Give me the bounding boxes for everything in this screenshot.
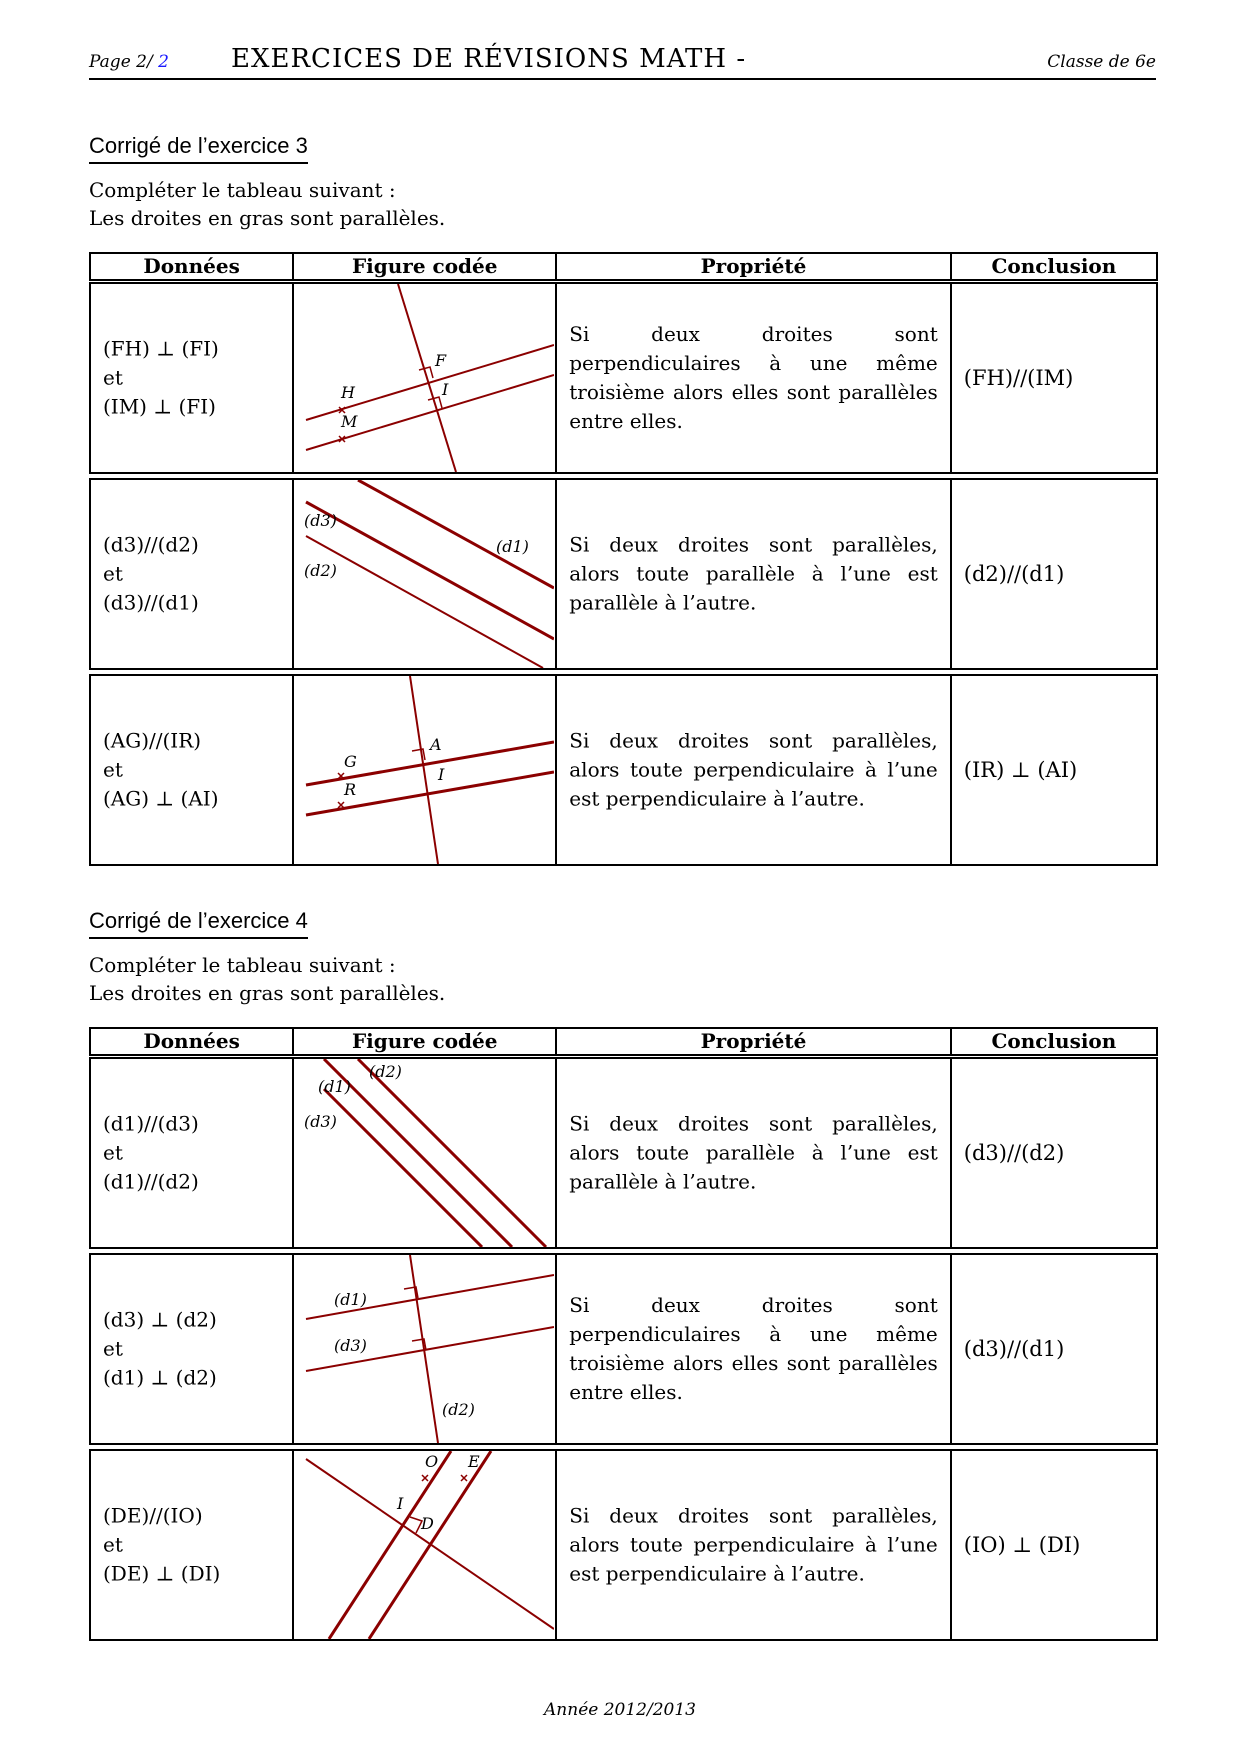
data-line: (d3) ⊥ (d2) — [103, 1307, 217, 1332]
data-line: et — [103, 365, 123, 390]
point-label: H — [341, 383, 356, 402]
table-row — [89, 282, 1158, 474]
data-line: et — [103, 561, 123, 586]
cell-propriete — [557, 480, 952, 668]
col-conclusion: Conclusion — [991, 1029, 1117, 1053]
conclusion-text: (IO) ⊥ (DI) — [963, 1533, 1081, 1557]
section-title-ex4: Corrigé de l’exercice 4 — [89, 908, 308, 939]
col-donnees: Données — [91, 1029, 294, 1054]
data-line: (IM) ⊥ (FI) — [103, 394, 216, 419]
cell-conclusion — [952, 284, 1156, 472]
cell-conclusion — [952, 480, 1156, 668]
table-ex3 — [89, 252, 1158, 866]
line-label: (d3) — [334, 1336, 368, 1355]
conclusion-text: (FH)//(IM) — [963, 366, 1074, 390]
section-title-ex3: Corrigé de l’exercice 3 — [89, 133, 308, 164]
line-d1 — [324, 1059, 512, 1247]
data-line: et — [103, 1336, 123, 1361]
table-ex4 — [89, 1027, 1158, 1641]
cell-conclusion — [952, 676, 1156, 864]
line-label: (d2) — [304, 561, 338, 580]
point-label: R — [344, 780, 357, 799]
data-line: (FH) ⊥ (FI) — [103, 336, 219, 361]
table-header — [89, 1027, 1158, 1056]
conclusion-text: (d3)//(d1) — [963, 1337, 1065, 1361]
figure-three-parallels — [294, 1059, 554, 1247]
cell-donnees — [91, 676, 294, 864]
point-mark — [422, 1475, 467, 1481]
table-header — [89, 252, 1158, 281]
data-line: (d3)//(d2) — [103, 532, 199, 557]
col-conclusion: Conclusion — [991, 254, 1117, 278]
cell-figure — [294, 284, 557, 472]
cell-donnees — [91, 1451, 294, 1639]
data-line: (d1) ⊥ (d2) — [103, 1365, 217, 1390]
figure-parallels-perpendicular — [294, 1451, 554, 1639]
cell-conclusion — [952, 1255, 1156, 1443]
table-row — [89, 1449, 1158, 1641]
intro-line: Les droites en gras sont parallèles. — [89, 981, 446, 1005]
cell-conclusion — [952, 1451, 1156, 1639]
page-footer: Année 2012/2013 — [544, 1700, 696, 1720]
cell-propriete — [557, 284, 952, 472]
page-link[interactable]: 2 — [158, 52, 169, 72]
col-figure: Figure codée — [294, 254, 557, 279]
line-de — [369, 1451, 491, 1639]
data-line: (DE) ⊥ (DI) — [103, 1561, 221, 1586]
cell-figure — [294, 1451, 557, 1639]
figure-perpendicular-parallel — [294, 676, 554, 864]
data-line: et — [103, 757, 123, 782]
col-figure: Figure codée — [294, 1029, 557, 1054]
conclusion-text: (IR) ⊥ (AI) — [963, 758, 1078, 782]
section-intro-ex4 — [89, 951, 445, 1007]
point-label: I — [442, 380, 449, 399]
cell-figure — [294, 676, 557, 864]
intro-line: Les droites en gras sont parallèles. — [89, 206, 446, 230]
line-d3 — [306, 502, 554, 639]
document-title: EXERCICES DE RÉVISIONS MATH - — [231, 44, 747, 74]
property-text: Si deux droites sont perpendiculaires à une même troisième alors elles sont parallèles entre elles. — [569, 322, 938, 433]
cell-figure — [294, 480, 557, 668]
line-label: (d3) — [304, 511, 338, 530]
data-line: (d3)//(d1) — [103, 590, 199, 615]
property-text: Si deux droites sont parallèles, alors toute parallèle à l’une est parallèle à l’autre. — [569, 532, 938, 615]
cell-donnees — [91, 1255, 294, 1443]
cell-donnees — [91, 284, 294, 472]
table-row — [89, 674, 1158, 866]
figure-perpendiculars — [294, 284, 554, 472]
class-label: Classe de 6e — [1047, 52, 1156, 72]
point-label: G — [344, 752, 358, 771]
line-label: (d2) — [442, 1400, 476, 1419]
cell-propriete — [557, 1255, 952, 1443]
intro-line: Compléter le tableau suivant : — [89, 953, 396, 977]
cell-conclusion — [952, 1059, 1156, 1247]
figure-parallels — [294, 480, 554, 668]
line-ai — [410, 676, 438, 864]
cell-figure — [294, 1255, 557, 1443]
data-line: (DE)//(IO) — [103, 1503, 203, 1528]
cell-propriete — [557, 1059, 952, 1247]
cell-donnees — [91, 480, 294, 668]
line-label: (d3) — [304, 1112, 338, 1131]
data-line: (AG) ⊥ (AI) — [103, 786, 219, 811]
cell-donnees — [91, 1059, 294, 1247]
figure-two-perpendiculars — [294, 1255, 554, 1443]
section-intro-ex3 — [89, 176, 445, 232]
point-label: M — [341, 412, 358, 431]
cell-figure — [294, 1059, 557, 1247]
col-propriete: Propriété — [557, 254, 952, 279]
line-d3 — [324, 1089, 482, 1247]
col-donnees: Données — [91, 254, 294, 279]
conclusion-text: (d2)//(d1) — [963, 562, 1065, 586]
point-label: E — [468, 1452, 480, 1471]
line-label: (d1) — [496, 537, 530, 556]
page-number: Page 2/ 2 — [89, 52, 169, 72]
col-propriete: Propriété — [557, 1029, 952, 1054]
point-label: F — [435, 351, 447, 370]
cell-propriete — [557, 676, 952, 864]
property-text: Si deux droites sont parallèles, alors toute parallèle à l’une est parallèle à l’autre. — [569, 1111, 938, 1194]
line-d1 — [358, 480, 554, 588]
point-label: D — [421, 1514, 435, 1533]
point-label: A — [430, 735, 442, 754]
table-row — [89, 1253, 1158, 1445]
line-label: (d2) — [369, 1062, 403, 1081]
data-line: (d1)//(d3) — [103, 1111, 199, 1136]
data-line: (d1)//(d2) — [103, 1169, 199, 1194]
point-label: I — [397, 1494, 404, 1513]
data-line: et — [103, 1140, 123, 1165]
page-header — [89, 44, 1156, 80]
point-label: I — [438, 765, 445, 784]
property-text: Si deux droites sont parallèles, alors toute perpendiculaire à l’une est perpendiculaire à l’autre. — [569, 1503, 938, 1586]
intro-line: Compléter le tableau suivant : — [89, 178, 396, 202]
table-row — [89, 478, 1158, 670]
line-label: (d1) — [318, 1077, 352, 1096]
table-row — [89, 1057, 1158, 1249]
property-text: Si deux droites sont parallèles, alors toute perpendiculaire à l’une est perpendiculaire à l’autre. — [569, 728, 938, 811]
data-line: (AG)//(IR) — [103, 728, 202, 753]
point-label: O — [425, 1452, 439, 1471]
property-text: Si deux droites sont perpendiculaires à une même troisième alors elles sont parallèles entre elles. — [569, 1293, 938, 1404]
line-label: (d1) — [334, 1290, 368, 1309]
conclusion-text: (d3)//(d2) — [963, 1141, 1065, 1165]
data-line: et — [103, 1532, 123, 1557]
cell-propriete — [557, 1451, 952, 1639]
